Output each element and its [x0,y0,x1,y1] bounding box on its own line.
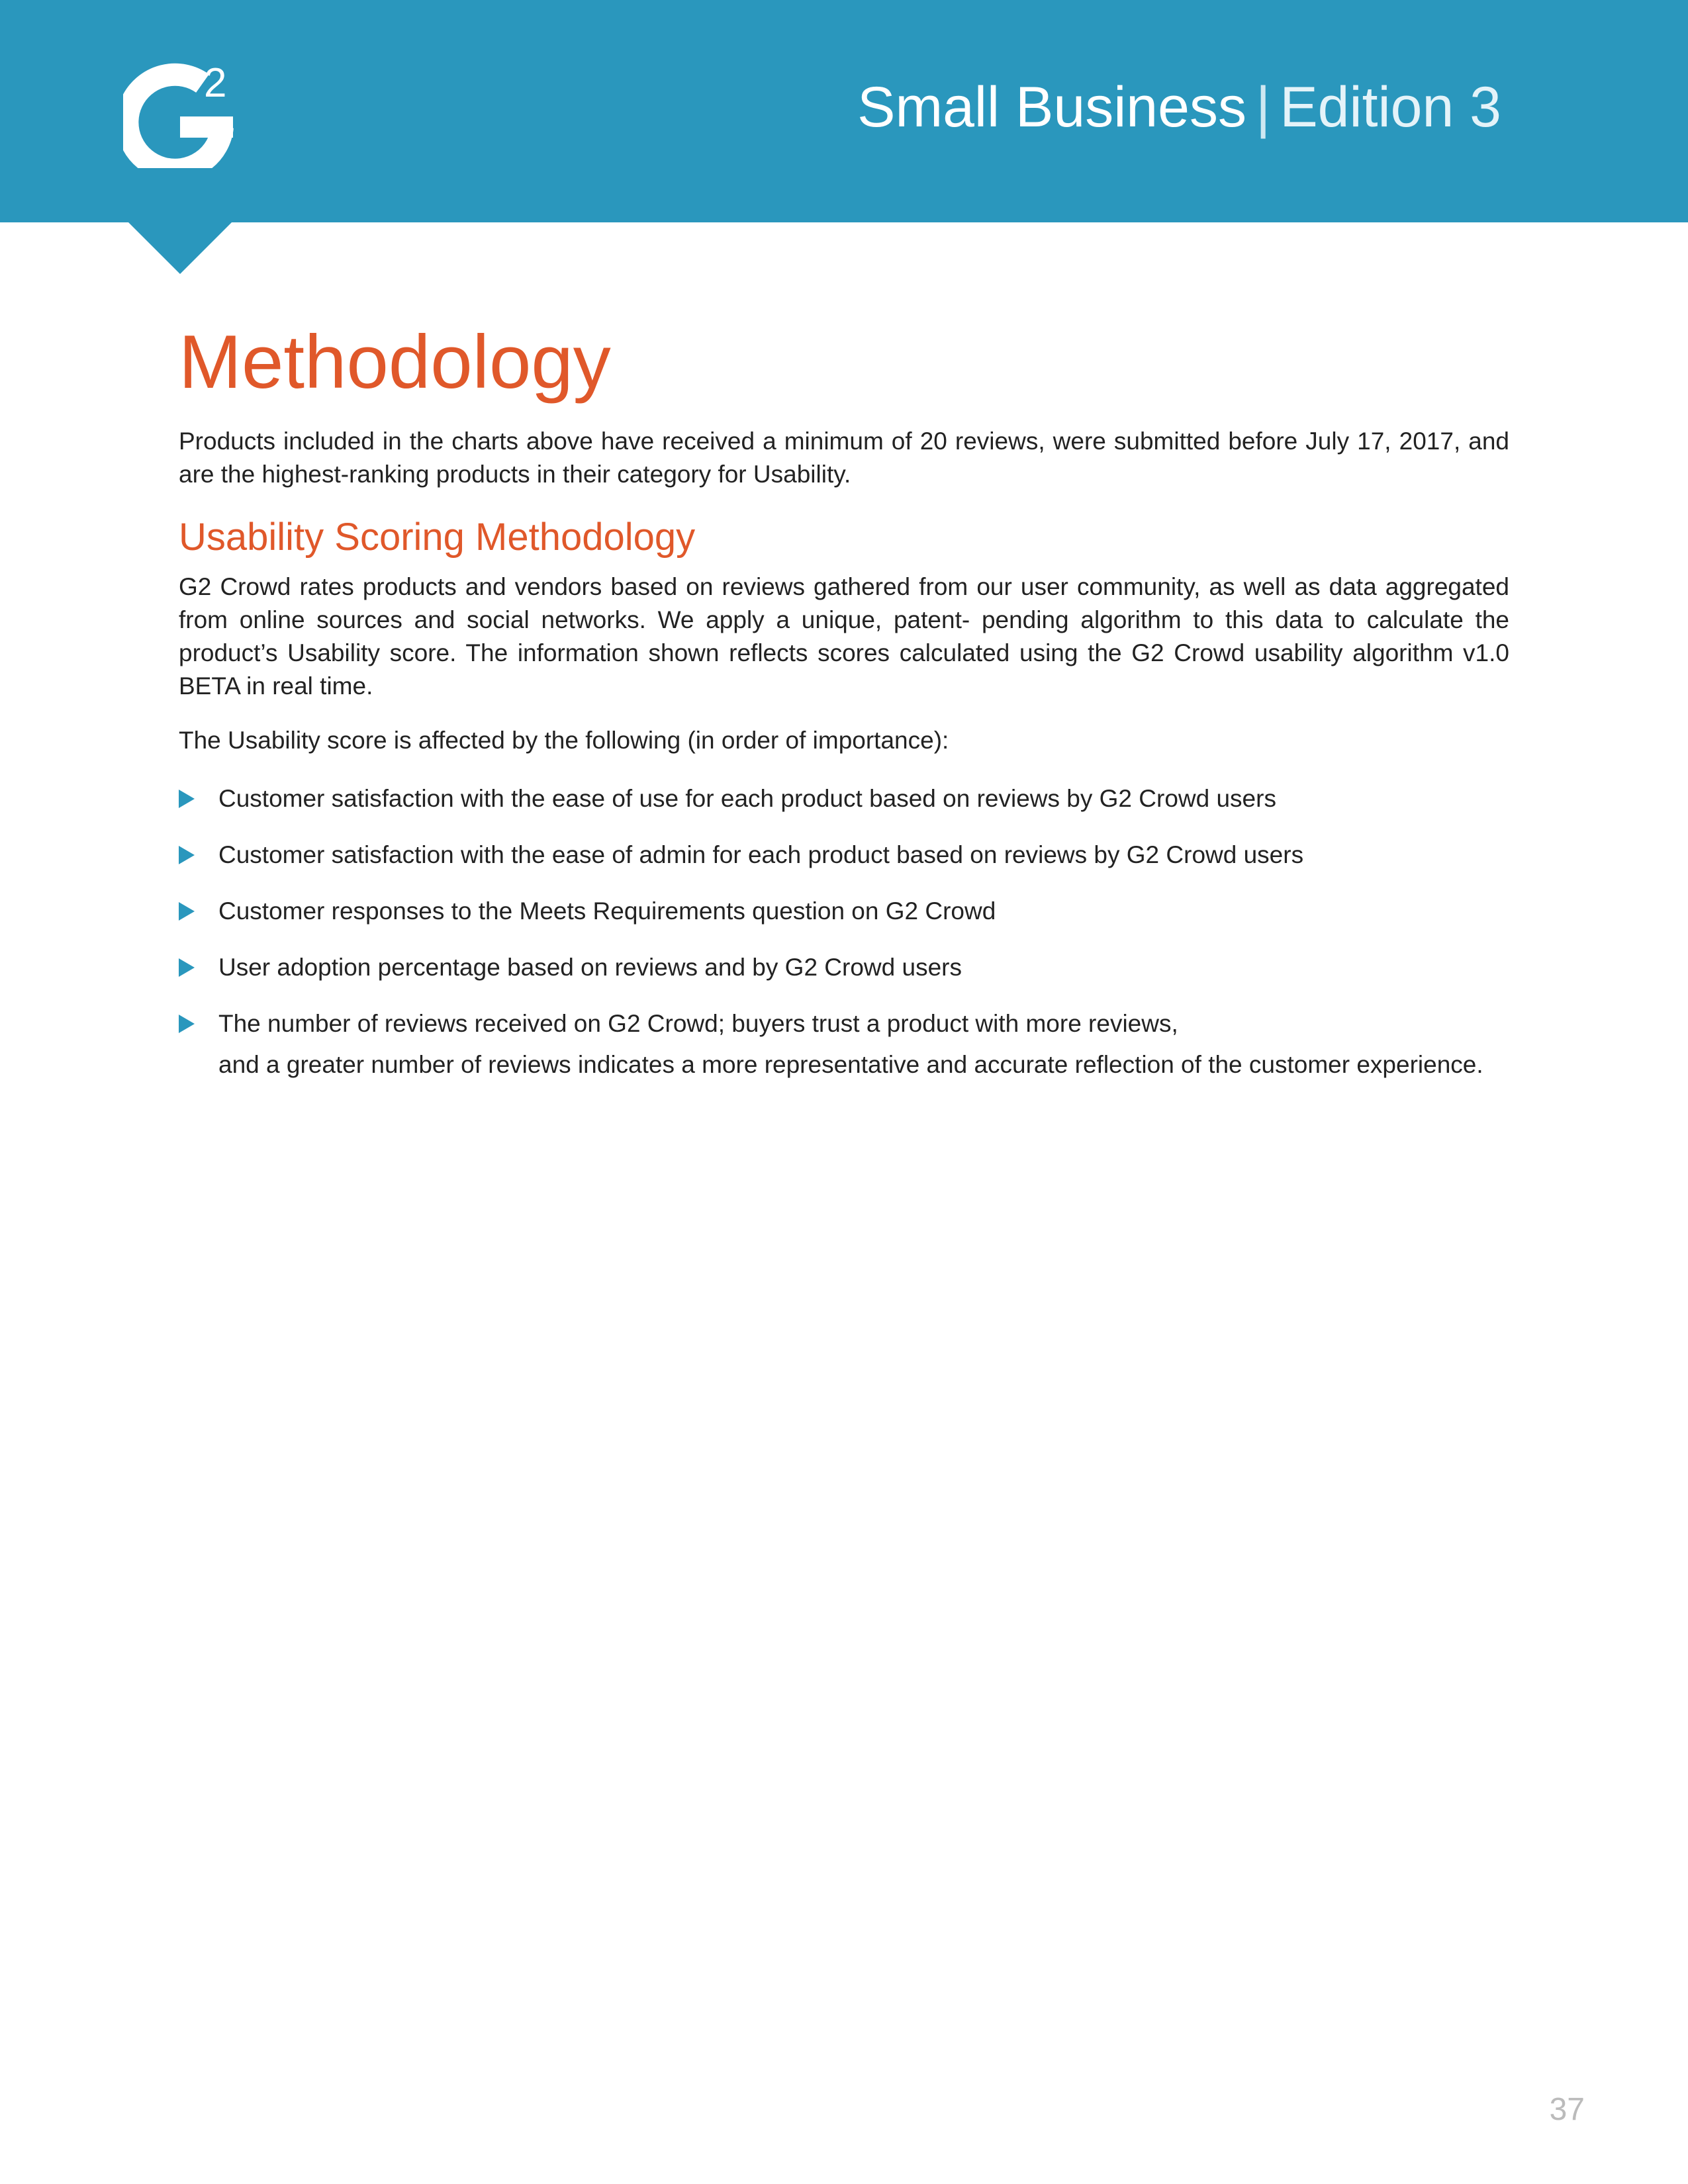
header-notch [127,221,233,274]
main-content [179,316,1509,1101]
title-separator: | [1255,75,1271,139]
report-title [857,74,1501,140]
factors-intro: The Usability score is affected by the following (in order of importance): [179,727,949,754]
report-title-main: Small Business [857,75,1246,139]
list-item-text: Customer responses to the Meets Requirements question on G2 Crowd [218,897,996,925]
list-item-text: Customer satisfaction with the ease of admin for each product based on reviews by G2 Crowd users [218,841,1304,868]
bullet-arrow-icon [179,902,195,921]
list-item-text: The number of reviews received on G2 Crowd; buyers trust a product with more reviews, [218,1010,1178,1037]
bullet-arrow-icon [179,790,195,808]
g2-logo-icon [123,56,242,168]
list-item [179,778,1509,819]
factors-list [179,778,1509,1085]
header-banner [0,0,1688,222]
bullet-arrow-icon [179,1015,195,1033]
list-item-text: Customer satisfaction with the ease of use for each product based on reviews by G2 Crowd users [218,785,1276,812]
list-item [179,891,1509,932]
list-item [179,835,1509,876]
list-item-text: User adoption percentage based on reviews and by G2 Crowd users [218,954,962,981]
bullet-arrow-icon [179,958,195,977]
list-item-continuation: and a greater number of reviews indicates a more representative and accurate reflection of the customer experience. [218,1051,1483,1078]
list-item [179,1003,1509,1085]
svg-text:2: 2 [204,60,227,106]
page-title: Methodology [179,320,611,404]
usability-paragraph: G2 Crowd rates products and vendors based on reviews gathered from our user community, as well as data aggregated from online sources and social networks. We apply a unique, patent- pending algorithm to this data to calculate the product’s Usability score. The information shown reflects scores calculated using the G2 Crowd usability algorithm v1.0 BETA in real time. [179,573,1509,700]
intro-paragraph: Products included in the charts above have received a minimum of 20 reviews, were submitted before July 17, 2017, and are the highest-ranking products in their category for Usability. [179,428,1509,488]
report-edition: Edition 3 [1280,75,1501,139]
bullet-arrow-icon [179,846,195,864]
usability-heading: Usability Scoring Methodology [179,516,696,559]
page-number: 37 [1549,2092,1585,2127]
list-item [179,947,1509,988]
